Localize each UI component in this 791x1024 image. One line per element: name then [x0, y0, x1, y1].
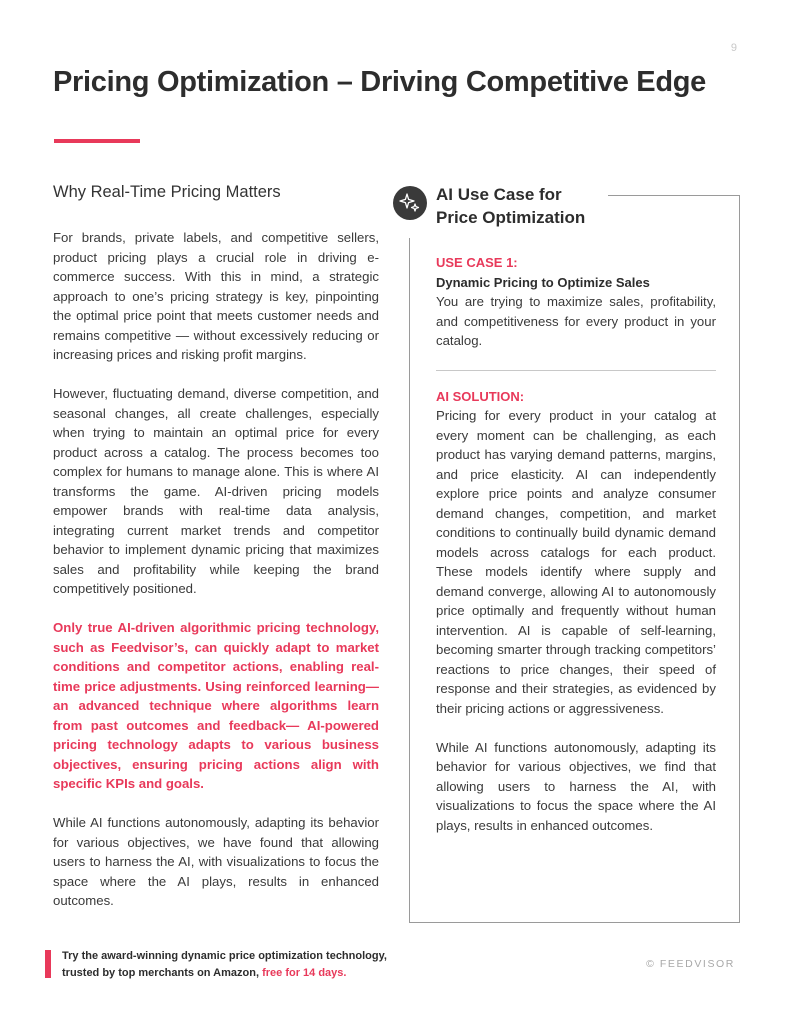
- use-case-title: [436, 183, 585, 229]
- ai-closing-text: While AI functions autonomously, adapting its behavior for various objectives, we find that allowing users to harness the AI, with visualizations to focus the space where the AI plays, results in enhanced outcomes.: [436, 739, 716, 833]
- footer-cta: [62, 948, 422, 982]
- use-case-box-top-border: [608, 195, 739, 196]
- use-case-subtitle: Dynamic Pricing to Optimize Sales: [436, 274, 650, 290]
- page-title: Pricing Optimization – Driving Competitive Edge: [53, 66, 706, 98]
- ai-solution-label: AI SOLUTION:: [436, 388, 525, 404]
- copyright: © FEEDVISOR: [646, 958, 735, 970]
- paragraph-intro: For brands, private labels, and competitive sellers, product pricing plays a crucial role in driving e-commerce success. With this in mind, a strategic approach to one’s pricing strategy is key, pinpointing the optimal price point that meets customer needs and remains competitive — without excessively reducing or increasing prices and risking profit margins.: [53, 230, 379, 362]
- section-divider: [436, 370, 716, 371]
- use-case-description: You are trying to maximize sales, profitability, and competitiveness for every product in your catalog.: [436, 294, 716, 348]
- footer-accent-bar: [45, 950, 51, 978]
- sparkle-icon: [393, 186, 427, 220]
- title-accent-bar: [54, 139, 140, 143]
- ai-solution-text: Pricing for every product in your catalog at every moment can be challenging, as each product has varying demand patterns, margins, and price elasticity. AI can independently explore price points and analyze consumer demand changes, competition, and market conditions to continually build dynamic demand models across catalogs for each product. These models identify where supply and demand converge, allowing AI to autonomously price optimally and frequently without human intervention. AI is capable of self-learning, becoming smarter through tracking competitors’ reactions to price changes, their speed of response and their strategies, as evidenced by their pricing actions or aggressiveness.: [436, 408, 716, 716]
- paragraph-conclusion: While AI functions autonomously, adapting its behavior for various objectives, we have found that allowing users to harness the AI, with visualizations to focus the space where the AI plays, results in enhanced outcomes.: [53, 815, 379, 908]
- use-case-title-line-1: AI Use Case for: [436, 185, 562, 204]
- free-trial-link[interactable]: free for 14 days.: [262, 967, 347, 979]
- section-heading: Why Real-Time Pricing Matters: [53, 183, 281, 201]
- paragraph-challenges: However, fluctuating demand, diverse competition, and seasonal changes, all create challenges, especially when trying to maintain an optimal price for every product across a catalog. The process becomes too complex for humans to manage alone. This is where AI transforms the game. AI-driven pricing models empower brands with real-time data analysis, integrating current market trends and competitor behavior to implement dynamic pricing that maximizes sales and profitability while keeping the brand competitively positioned.: [53, 386, 379, 596]
- use-case-label: USE CASE 1:: [436, 255, 518, 270]
- highlight-paragraph: Only true AI-driven algorithmic pricing technology, such as Feedvisor’s, can quickly adapt to market conditions and competitor actions, enabling real-time price adjustments. Using reinforced learning—an advanced technique where algorithms learn from past outcomes and feedback— AI-powered pricing technology adapts to various business objectives, ensuring pricing actions align with specific KPIs and goals.: [53, 620, 379, 791]
- right-column: [436, 253, 716, 855]
- use-case-title-line-2: Price Optimization: [436, 208, 586, 227]
- left-column: [53, 183, 379, 930]
- page-number: 9: [730, 42, 737, 54]
- footer-cta-text: Try the award-winning dynamic price optimization technology, trusted by top merchants on Amazon,: [62, 950, 387, 979]
